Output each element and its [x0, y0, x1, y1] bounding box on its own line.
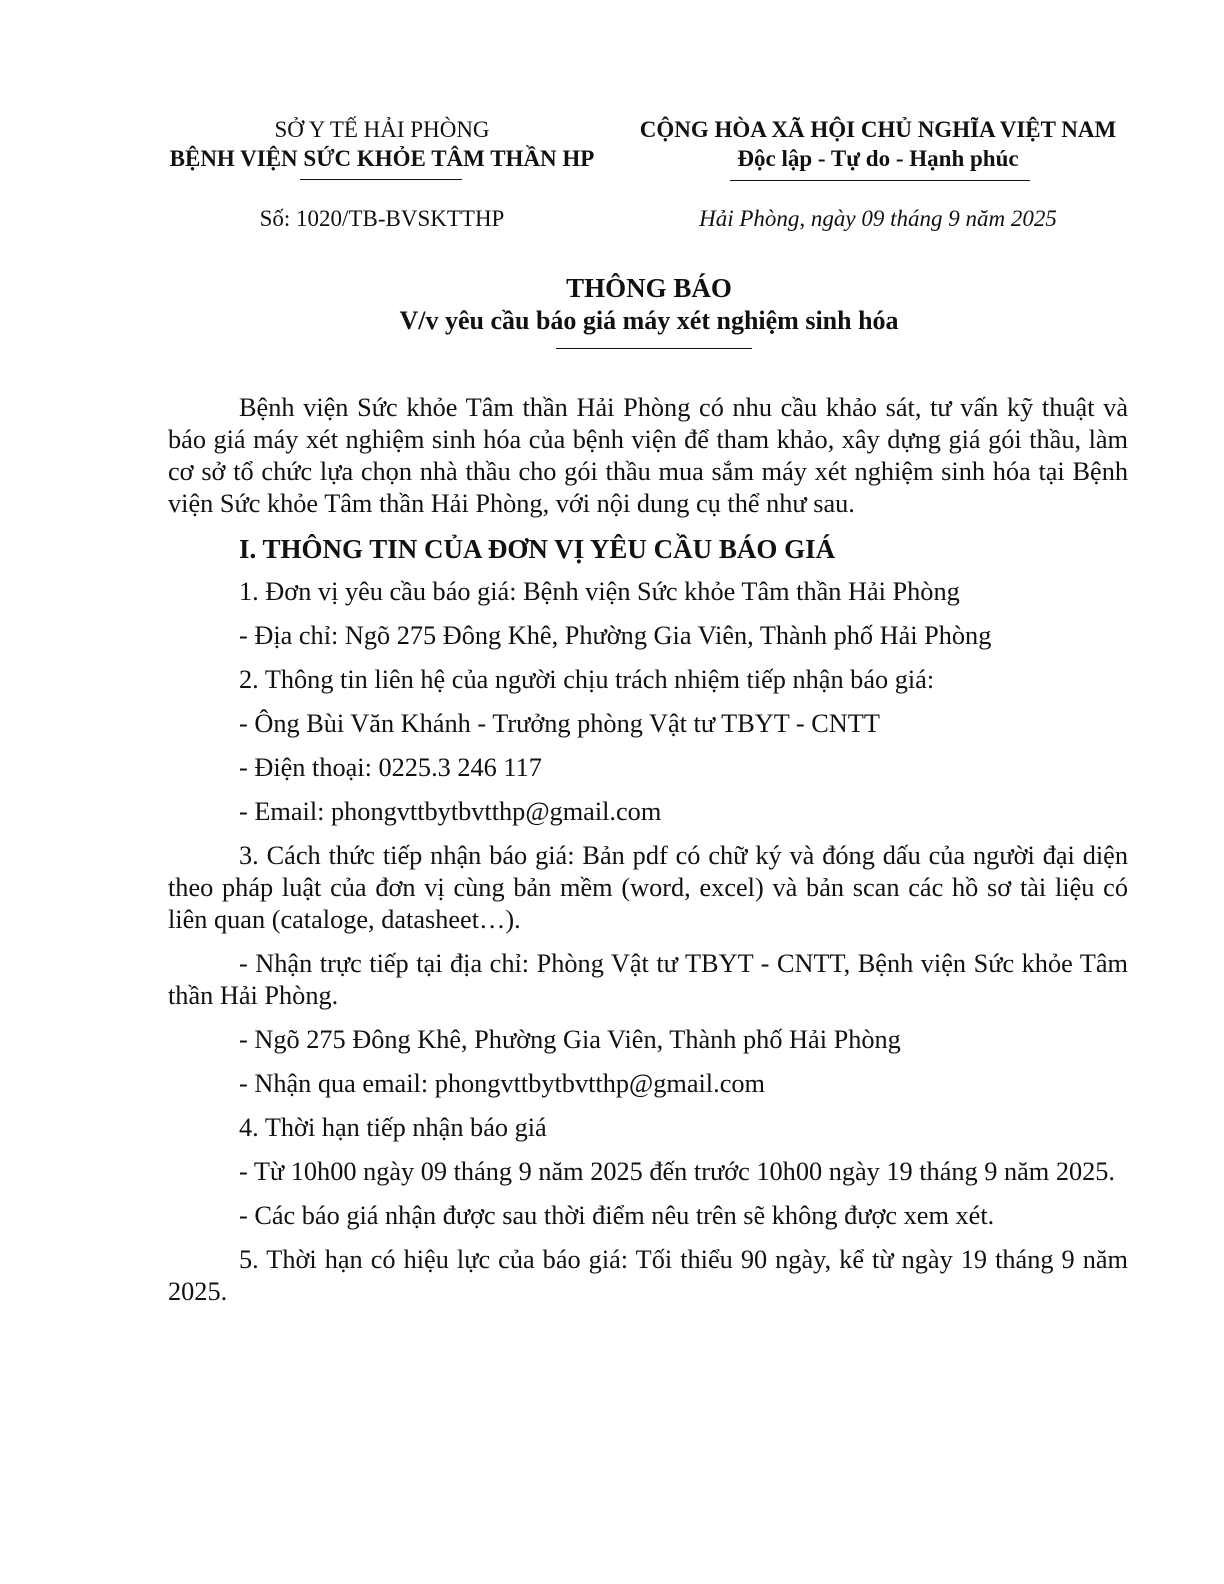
- item-4: 4. Thời hạn tiếp nhận báo giá: [239, 1113, 547, 1142]
- nation-title: CỘNG HÒA XÃ HỘI CHỦ NGHĨA VIỆT NAM: [639, 117, 1117, 142]
- item-3: 3. Cách thức tiếp nhận báo giá: Bản pdf có chữ ký và đóng dấu của người đại diện theo pháp luật của đơn vị cùng bản mềm (word, excel) và bản scan các hồ sơ tài liệu có liên quan (cataloge, datasheet…).: [168, 841, 1128, 934]
- item-3-direct: - Nhận trực tiếp tại địa chỉ: Phòng Vật tư TBYT - CNTT, Bệnh viện Sức khỏe Tâm thần Hải Phòng.: [168, 949, 1128, 1010]
- item-1-address: - Địa chỉ: Ngõ 275 Đông Khê, Phường Gia Viên, Thành phố Hải Phòng: [239, 621, 992, 650]
- item-2: 2. Thông tin liên hệ của người chịu trách nhiệm tiếp nhận báo giá:: [239, 665, 935, 694]
- document-number: Số: 1020/TB-BVSKTTHP: [259, 206, 505, 231]
- item-4-period: - Từ 10h00 ngày 09 tháng 9 năm 2025 đến trước 10h00 ngày 19 tháng 9 năm 2025.: [239, 1157, 1115, 1186]
- intro-paragraph: Bệnh viện Sức khỏe Tâm thần Hải Phòng có nhu cầu khảo sát, tư vấn kỹ thuật và báo giá máy xét nghiệm sinh hóa của bệnh viện để tham khảo, xây dựng giá gói thầu, làm cơ sở tổ chức lựa chọn nhà thầu cho gói thầu mua sắm máy xét nghiệm sinh hóa tại Bệnh viện Sức khỏe Tâm thần Hải Phòng, với nội dung cụ thể như sau.: [168, 393, 1128, 518]
- motto-underline: [730, 180, 1030, 181]
- nation-motto: Độc lập - Tự do - Hạnh phúc: [737, 146, 1019, 171]
- document-subject: V/v yêu cầu báo giá máy xét nghiệm sinh hóa: [399, 306, 899, 335]
- item-3-address: - Ngõ 275 Đông Khê, Phường Gia Viên, Thành phố Hải Phòng: [239, 1025, 901, 1054]
- place-date: Hải Phòng, ngày 09 tháng 9 năm 2025: [699, 206, 1057, 231]
- item-2-phone: - Điện thoại: 0225.3 246 117: [239, 753, 542, 782]
- item-1: 1. Đơn vị yêu cầu báo giá: Bệnh viện Sức khỏe Tâm thần Hải Phòng: [239, 577, 960, 606]
- title-underline: [556, 348, 752, 349]
- issuer-hospital: BỆNH VIỆN SỨC KHỎE TÂM THẦN HP: [169, 146, 595, 171]
- document-title: THÔNG BÁO: [566, 273, 732, 303]
- issuer-department: SỞ Y TẾ HẢI PHÒNG: [274, 117, 490, 142]
- item-3-email: - Nhận qua email: phongvttbytbvtthp@gmail.com: [239, 1069, 765, 1098]
- document-body: [168, 392, 1128, 1308]
- section-1-title: I. THÔNG TIN CỦA ĐƠN VỊ YÊU CẦU BÁO GIÁ: [239, 534, 836, 564]
- item-2-person: - Ông Bùi Văn Khánh - Trưởng phòng Vật tư TBYT - CNTT: [239, 709, 880, 738]
- item-2-email: - Email: phongvttbytbvtthp@gmail.com: [239, 797, 662, 826]
- item-5: 5. Thời hạn có hiệu lực của báo giá: Tối thiểu 90 ngày, kể từ ngày 19 tháng 9 năm 2025.: [168, 1245, 1128, 1306]
- issuer-underline: [300, 179, 462, 180]
- item-4-note: - Các báo giá nhận được sau thời điểm nêu trên sẽ không được xem xét.: [239, 1201, 995, 1230]
